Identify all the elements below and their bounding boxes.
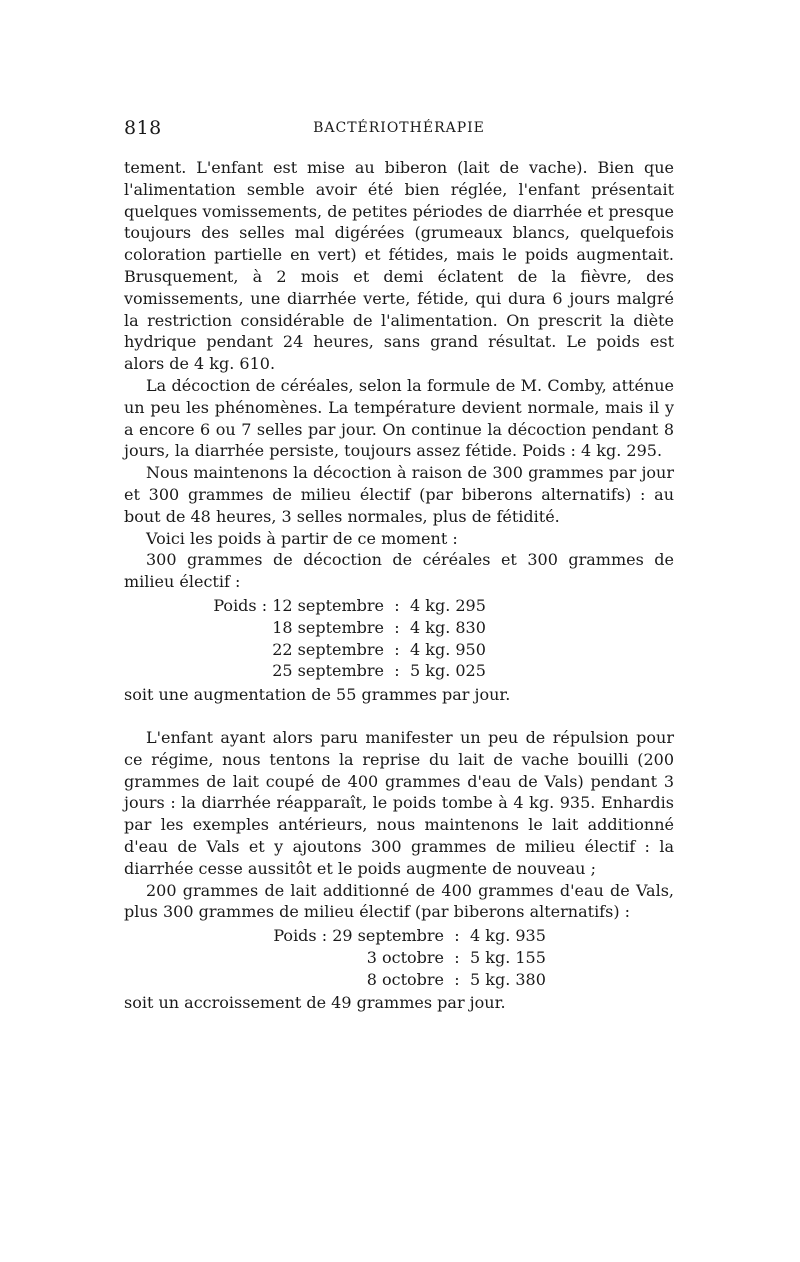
- weight-label: Poids: [213, 595, 257, 615]
- paragraph-diet-2: 200 grammes de lait additionné de 400 grammes d'eau de Vals, plus 300 grammes de milieu électif (par biberons alternatifs) :: [124, 880, 674, 922]
- weight-value: 4 kg. 950: [410, 639, 486, 659]
- weight-value: 5 kg. 025: [410, 661, 486, 681]
- weights-row: 3 octobre : 5 kg. 155: [124, 947, 674, 969]
- paragraph-diet-1: 300 grammes de décoction de céréales et 300 grammes de milieu électif :: [124, 550, 674, 592]
- weight-date: 25 septembre: [272, 661, 384, 681]
- weights-row: 25 septembre : 5 kg. 025: [124, 660, 674, 682]
- weight-date: 3 octobre: [366, 947, 444, 967]
- paragraph-increase-1: soit une augmentation de 55 grammes par jour.: [124, 685, 511, 705]
- weight-value: 4 kg. 830: [410, 617, 486, 637]
- paragraph-elective-medium: Nous maintenons la décoction à raison de 300 grammes par jour et 300 grammes de milieu électif (par biberons alternatifs) : au bout de 48 heures, 3 selles normales, plus de fétidité.: [124, 463, 674, 526]
- paragraph-vals-water: L'enfant ayant alors paru manifester un peu de répulsion pour ce régime, nous tentons la reprise du lait de vache bouilli (200 grammes de lait coupé de 400 grammes d'eau de Vals) pendant 3 jours : la diarrhée réapparaît, le poids tombe à 4 kg. 935. Enhardis par les exemples antérieurs, nous maintenons le lait additionné d'eau de Vals et y ajoutons 300 grammes de milieu électif : la diarrhée cesse aussitôt et le poids augmente de nouveau ;: [124, 727, 674, 878]
- weights-row: Poids : 29 septembre : 4 kg. 935: [124, 925, 674, 947]
- weight-date: 18 septembre: [272, 617, 384, 637]
- weight-date: Poids : 12 septembre: [213, 595, 384, 615]
- paragraph-increase-2: soit un accroissement de 49 grammes par jour.: [124, 993, 506, 1013]
- weight-date: 8 octobre: [366, 969, 444, 989]
- weights-row: 18 septembre : 4 kg. 830: [124, 617, 674, 639]
- weights-row: 8 octobre : 5 kg. 380: [124, 969, 674, 991]
- weight-value: 4 kg. 935: [470, 926, 546, 946]
- weight-date: Poids : 29 septembre: [273, 926, 444, 946]
- paragraph-cereal-decoction: La décoction de céréales, selon la formule de M. Comby, atténue un peu les phénomènes. La température devient normale, mais il y a encore 6 ou 7 selles par jour. On continue la décoction pendant 8 jours, la diarrhée persiste, toujours assez fétide. Poids : 4 kg. 295.: [124, 375, 674, 461]
- weight-value: 4 kg. 295: [410, 595, 486, 615]
- weight-value: 5 kg. 155: [470, 947, 546, 967]
- weight-date: 22 septembre: [272, 639, 384, 659]
- paragraph-case-history: tement. L'enfant est mise au biberon (lait de vache). Bien que l'alimentation semble avoir été bien réglée, l'enfant présentait quelques vomissements, de petites périodes de diarrhée et presque toujours des selles mal digérées (grumeaux blancs, quelquefois coloration partielle en vert) et fétides, mais le poids augmentait. Brusquement, à 2 mois et demi éclatent de la fièvre, des vomissements, une diarrhée verte, fétide, qui dura 6 jours malgré la restriction considérable de l'alimentation. On prescrit la diète hydrique pendant 24 heures, sans grand résultat. Le poids est alors de 4 kg. 610.: [124, 158, 674, 374]
- weights-row: Poids : 12 septembre : 4 kg. 295: [124, 595, 674, 617]
- paragraph-weights-intro: Voici les poids à partir de ce moment :: [146, 528, 458, 548]
- weights-table-2: [124, 925, 674, 990]
- page-number: 818: [124, 117, 162, 139]
- weight-label: Poids: [273, 926, 317, 946]
- weight-value: 5 kg. 380: [470, 969, 546, 989]
- weights-table-1: [124, 595, 674, 682]
- running-title: BACTÉRIOTHÉRAPIE: [313, 120, 485, 136]
- page-header: [124, 117, 674, 141]
- weights-row: 22 septembre : 4 kg. 950: [124, 639, 674, 661]
- body-text: [124, 157, 674, 1014]
